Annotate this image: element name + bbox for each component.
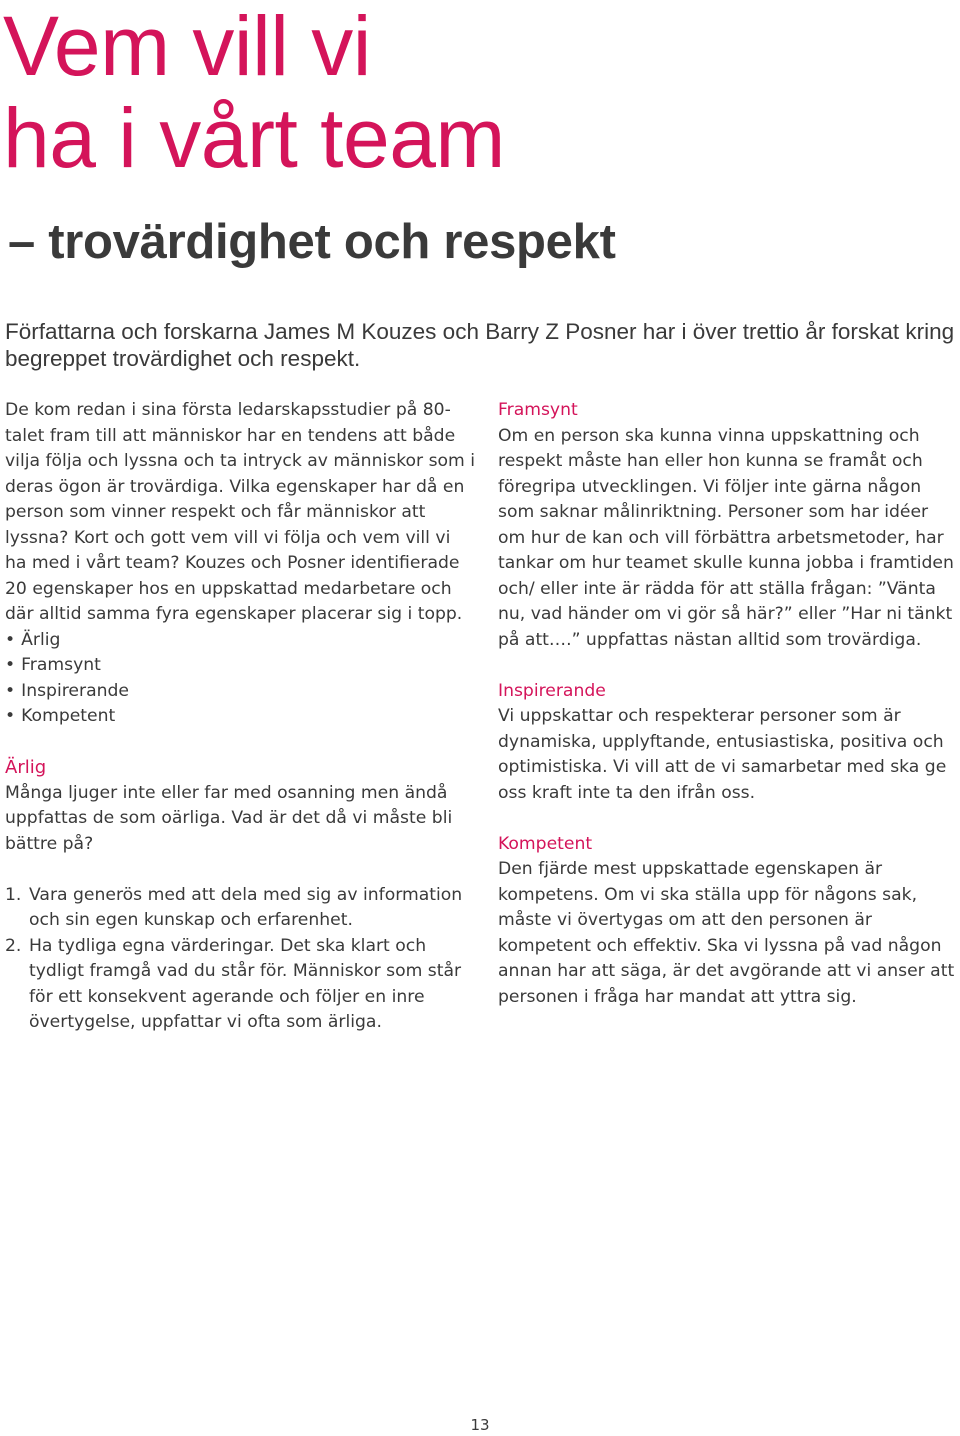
arlig-heading: Ärlig [5,757,47,778]
inspirerande-heading: Inspirerande [498,680,606,701]
bullet-icon: • [5,706,16,726]
kompetent-heading: Kompetent [498,833,593,854]
left-paragraph-1: De kom redan i sina första ledarskapsstudier på 80-talet fram till att människor har en tendens att både vilja följa och lyssna och ta intryck av människor som i deras ögon är trovärdiga. Vilka egenskaper har då en person som vinner respekt och får människor att lyssna? Kort och gott vem vill vi följa och vem vill vi ha med i vårt team? Kouzes och Posner identifierade 20 egenskaper hos en uppskattad medarbetare och där alltid samma fyra egenskaper placerar sig i topp. [5,400,476,624]
left-column [5,398,477,1036]
page-title [3,0,505,184]
right-column [498,398,960,1010]
qualities-list [5,628,477,730]
arlig-text: Många ljuger inte eller far med osanning men ändå uppfattas de som oärliga. Vad är det då vi måste bli bättre på? [5,782,453,854]
item-number: 1. [5,884,22,905]
item-number: 2. [5,935,22,956]
intro-paragraph: Författarna och forskarna James M Kouzes och Barry Z Posner har i över trettio år forskat kring begreppet trovärdighet och respekt. [5,319,955,371]
item-text: Vara generös med att dela med sig av information och sin egen kunskap och erfarenhet. [29,884,463,930]
page-number: 13 [470,1416,490,1434]
list-item: • Kompetent [5,706,116,726]
numbered-item-1 [5,883,477,934]
framsynt-heading: Framsynt [498,400,578,420]
bullet-icon: • [5,655,16,675]
list-item: • Inspirerande [5,680,129,701]
framsynt-text: Om en person ska kunna vinna uppskattning och respekt måste han eller hon kunna se framåt och föregripa utvecklingen. Vi följer inte gärna någon som saknar målinriktning. Personer som har idéer om hur de kan och vill förbättra arbetsmetoder, har tankar om hur teamet skulle kunna jobba i framtiden och/ eller inte är rädda för att ställa frågan: ”Vänta nu, vad händer om vi gör så här?” eller ”Har ni tänkt på att….” uppfattas nästan alltid som trovärdiga. [498,425,954,650]
list-item: • Ärlig [5,629,61,650]
kompetent-text: Den fjärde mest uppskattade egenskapen är kompetens. Om vi ska ställa upp för någons sak, måste vi övertygas om att den personen är kompetent och effektiv. Ska vi lyssna på vad någon annan har att säga, är det avgörande att vi anser att personen i fråga har mandat att yttra sig. [498,859,955,1007]
bullet-icon: • [5,629,16,650]
bullet-icon: • [5,680,16,701]
inspirerande-text: Vi uppskattar och respekterar personer som är dynamiska, upplyftande, entusiastiska, positiva och optimistiska. Vi vill att de vi samarbetar med ska ge oss kraft inte ta den ifrån oss. [498,706,947,803]
title-line-1: Vem vill vi [3,0,371,93]
list-item: • Framsynt [5,655,101,675]
title-line-2: ha i vårt team [3,91,505,185]
page-subtitle: – trovärdighet och respekt [8,215,616,269]
item-text: Ha tydliga egna värderingar. Det ska klart och tydligt framgå vad du står för. Människor som står för ett konsekvent agerande och följer en inre övertygelse, uppfattar vi ofta som ärliga. [29,935,462,1032]
numbered-item-2 [5,934,477,1036]
